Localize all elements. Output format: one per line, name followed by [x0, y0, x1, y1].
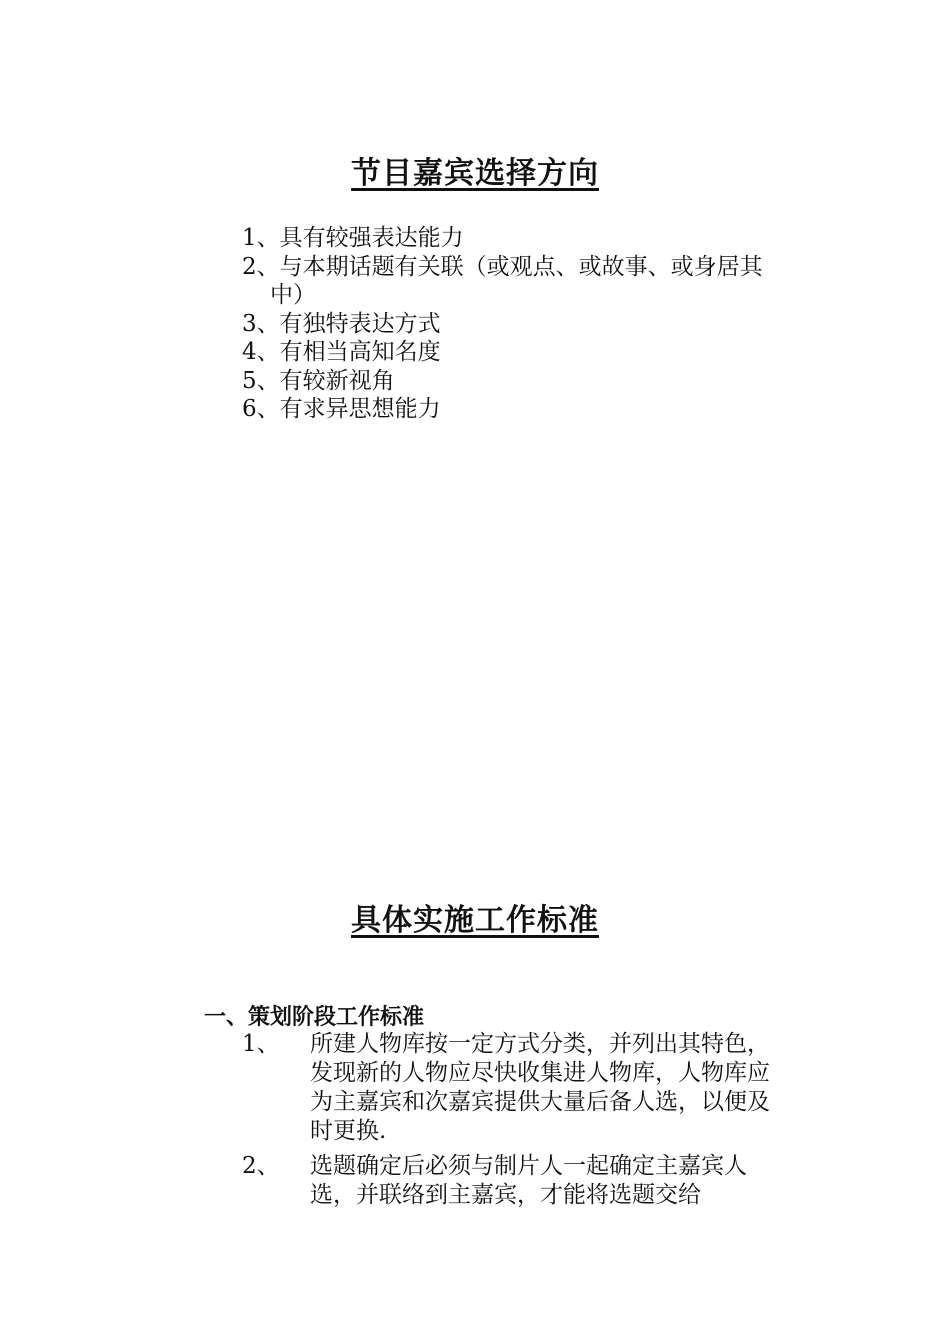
list-item: 5、有较新视角 — [242, 367, 395, 394]
list-item: 6、有求异思想能力 — [242, 396, 441, 422]
guest-criteria-list — [242, 224, 787, 424]
list-item-text: 选题确定后必须与制片人一起确定主嘉宾人选，并联络到主嘉宾，才能将选题交给 — [310, 1153, 747, 1208]
list-item-text: 所建人物库按一定方式分类，并列出其特色，发现新的人物应尽快收集进人物库，人物库应为主嘉宾和次嘉宾提供大量后备人选，以便及时更换. — [310, 1031, 770, 1144]
planning-standards-list — [242, 1030, 787, 1216]
page-title-work-standards: 具体实施工作标准 — [351, 903, 599, 938]
page-title-guest-selection: 节目嘉宾选择方向 — [351, 156, 599, 191]
list-item: 4、有相当高知名度 — [242, 339, 441, 365]
list-item — [242, 1152, 787, 1210]
list-item: 3、有独特表达方式 — [242, 310, 441, 337]
list-item: 1、具有较强表达能力 — [242, 225, 464, 251]
list-item-number: 2、 — [242, 1153, 280, 1179]
section-heading-planning: 一、策划阶段工作标准 — [204, 1005, 425, 1030]
list-item — [242, 1030, 787, 1146]
list-item-number: 1、 — [242, 1031, 280, 1057]
list-item: 2、与本期话题有关联（或观点、或故事、或身居其中） — [242, 253, 763, 308]
